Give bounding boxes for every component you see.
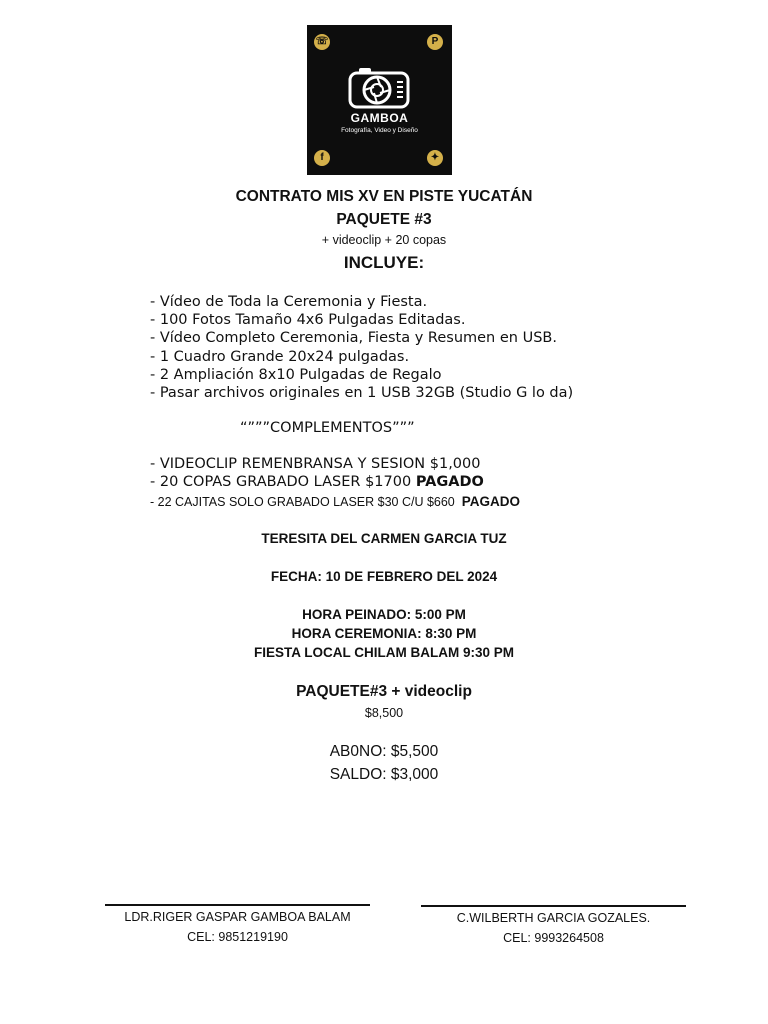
list-item: - Vídeo de Toda la Ceremonia y Fiesta.	[150, 294, 428, 310]
whatsapp-icon: ☏	[314, 34, 330, 50]
balance-amount: SALDO: $3,000	[329, 766, 439, 783]
complements-heading: “”””COMPLEMENTOS”””	[240, 420, 415, 436]
camera-icon	[347, 65, 412, 111]
signer-phone: CEL: 9851219190	[187, 930, 288, 944]
signer-phone: CEL: 9993264508	[503, 931, 604, 945]
complement-copas	[150, 474, 484, 490]
paid-status: PAGADO	[415, 474, 484, 490]
party-location: FIESTA LOCAL CHILAM BALAM 9:30 PM	[253, 645, 514, 660]
logo-brand: GAMBOA	[350, 111, 409, 125]
event-date: FECHA: 10 DE FEBRERO DEL 2024	[270, 569, 498, 584]
ceremony-time: HORA CEREMONIA: 8:30 PM	[291, 626, 477, 641]
gamboa-logo	[307, 25, 452, 175]
logo-tagline: Fotografía, Video y Diseño	[341, 127, 418, 134]
pinterest-icon: P	[427, 34, 443, 50]
includes-list	[150, 293, 573, 402]
twitter-icon: ✦	[427, 150, 443, 166]
complement-cajitas-label: - 22 CAJITAS SOLO GRABADO LASER $30 C/U $660	[150, 495, 455, 509]
facebook-icon: f	[314, 150, 330, 166]
includes-heading: INCLUYE:	[343, 253, 425, 272]
complement-cajitas	[150, 494, 520, 509]
contract-title: CONTRATO MIS XV EN PISTE YUCATÁN	[235, 188, 533, 205]
complement-videoclip: - VIDEOCLIP REMENBRANSA Y SESION $1,000	[150, 456, 481, 472]
signature-line-right	[421, 905, 686, 907]
signature-block-right	[421, 908, 686, 948]
list-item: - Pasar archivos originales en 1 USB 32GB (Studio G lo da)	[150, 385, 574, 402]
package-extras: + videoclip + 20 copas	[321, 233, 447, 247]
signer-name: C.WILBERTH GARCIA GOZALES.	[456, 911, 651, 925]
signer-name: LDR.RIGER GASPAR GAMBOA BALAM	[124, 910, 351, 924]
list-item: - 1 Cuadro Grande 20x24 pulgadas.	[150, 348, 410, 365]
signature-line-left	[105, 904, 370, 906]
package-title: PAQUETE #3	[336, 211, 432, 228]
list-item: - Vídeo Completo Ceremonia, Fiesta y Resumen en USB.	[150, 330, 557, 347]
hair-time: HORA PEINADO: 5:00 PM	[302, 607, 466, 622]
package-price: $8,500	[364, 706, 404, 720]
list-item: - 2 Ampliación 8x10 Pulgadas de Regalo	[150, 366, 442, 383]
complement-copas-label: - 20 COPAS GRABADO LASER $1700	[150, 474, 412, 490]
signature-block-left	[105, 907, 370, 947]
deposit-amount: AB0NO: $5,500	[329, 743, 439, 760]
paid-status: PAGADO	[461, 494, 520, 509]
package-summary: PAQUETE#3 + videoclip	[296, 683, 472, 700]
list-item: - 100 Fotos Tamaño 4x6 Pulgadas Editadas.	[150, 312, 466, 329]
client-name: TERESITA DEL CARMEN GARCIA TUZ	[261, 531, 507, 546]
